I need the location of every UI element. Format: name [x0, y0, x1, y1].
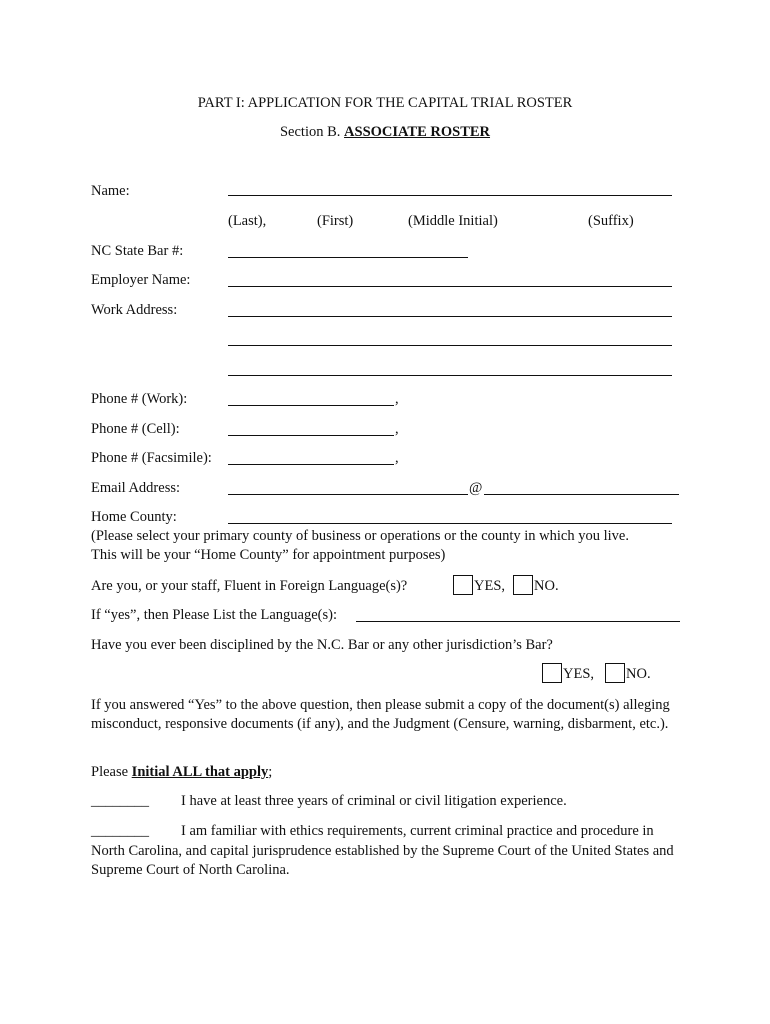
employer-field[interactable]	[228, 286, 672, 287]
initial-blank-2[interactable]: ________	[91, 823, 149, 839]
email-label: Email Address:	[91, 480, 181, 496]
work-address-line-3[interactable]	[228, 375, 672, 376]
initials-intro-suffix: ;	[268, 764, 273, 780]
phone-fax-comma: ,	[395, 450, 399, 466]
work-address-label: Work Address:	[91, 302, 178, 318]
initial-item-1: I have at least three years of criminal or civil litigation experience.	[181, 793, 567, 809]
initial-item-2-line-1: I am familiar with ethics requirements, current criminal practice and procedure in	[181, 823, 654, 839]
name-part-first: (First)	[317, 213, 354, 229]
foreign-language-no-checkbox[interactable]	[513, 575, 533, 595]
email-domain-field[interactable]	[484, 494, 679, 495]
work-address-line-1[interactable]	[228, 316, 672, 317]
section-heading	[0, 124, 770, 141]
home-county-note-1: (Please select your primary county of business or operations or the county in which you live.	[91, 528, 629, 544]
name-part-last: (Last),	[228, 213, 267, 229]
foreign-language-yes-label: YES,	[474, 578, 506, 594]
foreign-language-yes-checkbox[interactable]	[453, 575, 473, 595]
section-name: ASSOCIATE ROSTER	[344, 124, 491, 140]
phone-cell-field[interactable]	[228, 435, 394, 436]
initials-intro-emphasis: Initial ALL that apply	[131, 764, 269, 780]
bar-number-field[interactable]	[228, 257, 468, 258]
phone-fax-label: Phone # (Facsimile):	[91, 450, 212, 466]
foreign-language-no-label: NO.	[534, 578, 559, 594]
phone-cell-label: Phone # (Cell):	[91, 421, 180, 437]
list-languages-field[interactable]	[356, 621, 680, 622]
email-user-field[interactable]	[228, 494, 468, 495]
initials-intro	[91, 764, 272, 781]
name-field[interactable]	[228, 195, 672, 196]
email-at-sign: @	[469, 480, 483, 496]
phone-work-label: Phone # (Work):	[91, 391, 188, 407]
name-label: Name:	[91, 183, 130, 199]
work-address-line-2[interactable]	[228, 345, 672, 346]
phone-cell-comma: ,	[395, 421, 399, 437]
disciplined-no-checkbox[interactable]	[605, 663, 625, 683]
section-prefix: Section B.	[279, 124, 345, 140]
home-county-label: Home County:	[91, 509, 177, 525]
disciplined-yes-checkbox[interactable]	[542, 663, 562, 683]
disciplined-yes-label: YES,	[563, 666, 595, 682]
list-languages-label: If “yes”, then Please List the Language(s):	[91, 607, 338, 623]
disciplined-no-label: NO.	[626, 666, 651, 682]
bar-number-label: NC State Bar #:	[91, 243, 184, 259]
foreign-language-question: Are you, or your staff, Fluent in Foreign Language(s)?	[91, 578, 408, 594]
initial-blank-1[interactable]: ________	[91, 793, 149, 809]
phone-work-field[interactable]	[228, 405, 394, 406]
name-part-middle: (Middle Initial)	[408, 213, 498, 229]
form-title: PART I: APPLICATION FOR THE CAPITAL TRIAL ROSTER	[197, 95, 573, 111]
disciplined-question: Have you ever been disciplined by the N.C. Bar or any other jurisdiction’s Bar?	[91, 637, 553, 653]
home-county-field[interactable]	[228, 523, 672, 524]
phone-work-comma: ,	[395, 391, 399, 407]
initial-item-2-rest: North Carolina, and capital jurisprudence established by the Supreme Court of the United States and Supreme Court of North Carolina.	[91, 843, 674, 878]
name-part-suffix: (Suffix)	[588, 213, 634, 229]
initials-intro-prefix: Please	[91, 764, 132, 780]
phone-fax-field[interactable]	[228, 464, 394, 465]
disciplined-followup: If you answered “Yes” to the above question, then please submit a copy of the document(s) alleging misconduct, responsive documents (if any), and the Judgment (Censure, warning, disbarment, etc.).	[91, 697, 670, 732]
employer-label: Employer Name:	[91, 272, 191, 288]
home-county-note-2: This will be your “Home County” for appointment purposes)	[91, 547, 446, 563]
